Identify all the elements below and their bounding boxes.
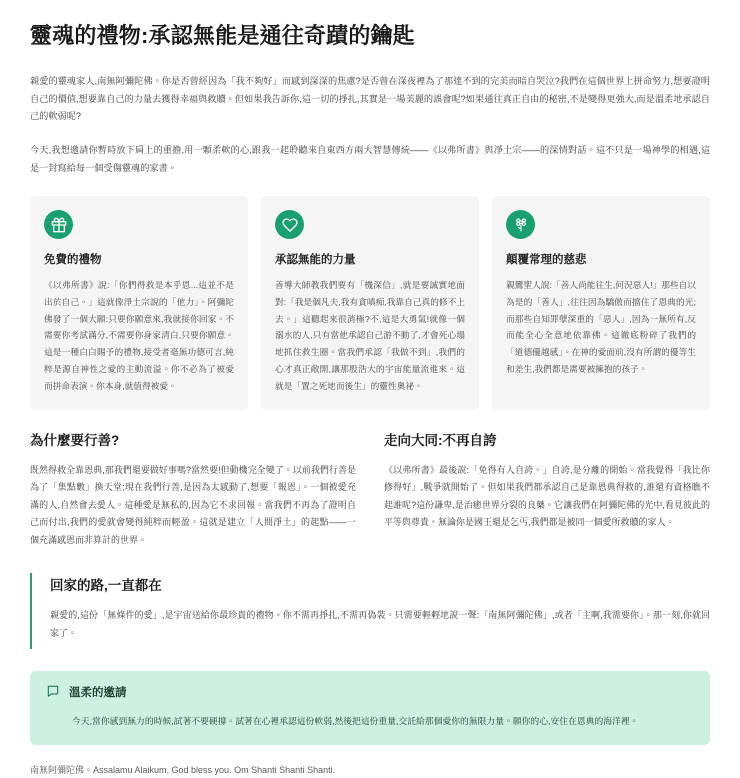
intro-paragraph-1: 親愛的靈魂家人,南無阿彌陀佛。你是否曾經因為「我不夠好」而感到深深的焦慮?是否曾在深夜裡為了那達不到的完美而暗自哭泣?我們在這個世界上拼命努力,想要證明自己的價值,想要靠自己的力量去獲得幸福與救贖。但如果我告訴你,這一切的掙扎,其實是一場美麗的誤會呢?如果通往真正自由的秘密,不是變得更強大,而是溫柔地承認自己的軟弱呢?: [30, 75, 710, 122]
heart-icon: [275, 210, 304, 239]
two-column-section: [30, 432, 710, 549]
note-icon: [46, 684, 60, 703]
card-title: 顛覆常理的慈悲: [506, 254, 587, 267]
highlight-block-title: 回家的路,一直都在: [50, 578, 162, 594]
flower-icon: [506, 210, 535, 239]
card-text: 親鸞聖人說:「善人尚能往生,何況惡人!」那些自以為是的「善人」,往往因為驕傲而擋住了恩典的光;而那些自知罪孽深重的「惡人」,因為一無所有,反而能全心全意地依靠佛。這徹底粉碎了我們的「道德優越感」。在神的愛面前,沒有所謂的優等生和差生,我們都是需要被擁抱的孩子。: [506, 280, 696, 374]
page-title: 靈魂的禮物:承認無能是通往奇蹟的鑰匙: [30, 23, 415, 48]
callout-header: [46, 684, 694, 703]
highlight-block-text: 親愛的,這份「無條件的愛」,是宇宙送給你最珍貴的禮物。你不需再掙扎,不需再偽裝。只需要輕輕地說一聲:「南無阿彌陀佛」,或者「主啊,我需要你」。那一刻,你就回家了。: [50, 610, 710, 639]
card-text: 善導大師教我們要有「機深信」,就是要誠實地面對:「我是個凡夫,我有貪嗔痴,我靠自己真的修不上去。」這聽起來很消極?不,這是大勇氣!就像一個溺水的人,只有當他承認自己游不動了,才會死心塌地抓住救生圈。當我們承認「我做不到」,我們的心才真正敞開,讓那股浩大的宇宙能量流進來。這就是「置之死地而後生」的靈性奧祕。: [275, 280, 465, 391]
feature-card-subversive-compassion: [492, 196, 710, 410]
callout-gentle-invitation: [30, 671, 710, 745]
highlight-block-way-home: [30, 573, 710, 648]
callout-title: 溫柔的邀請: [69, 686, 127, 699]
intro-paragraph-2: 今天,我想邀請你暫時放下肩上的重擔,用一顆柔軟的心,跟我一起聆聽來自東西方兩大智慧傳統——《以弗所書》與淨土宗——的深情對話。這不只是一場神學的相遇,這是一封寫給每一個受傷靈魂的家書。: [30, 145, 710, 174]
feature-card-free-gift: [30, 196, 248, 410]
card-title: 免費的禮物: [44, 254, 102, 267]
card-text: 《以弗所書》說:「你們得救是本乎恩...這並不是出於自己。」這就像淨土宗說的「他力」。阿彌陀佛發了一個大願:只要你願意來,我就接你回家。不需要你考試滿分,不需要你身家清白,只要你願意。這是一種白白賜予的禮物,接受者毫無功德可言,純粹是源自神性之愛的主動流溢。你不必為了被愛而拼命表演。你本身,就值得被愛。: [44, 280, 234, 391]
section-title: 走向大同:不再自誇: [384, 433, 497, 449]
feature-card-row: [30, 196, 710, 410]
card-title: 承認無能的力量: [275, 254, 356, 267]
section-why-do-good: [30, 432, 356, 549]
section-title: 為什麼要行善?: [30, 433, 120, 449]
callout-text: 今天,當你感到無力的時候,試著不要硬撐。試著在心裡承認這份軟弱,然後把這份重量,交託給那個愛你的無限力量。願你的心,安住在恩典的海洋裡。: [72, 715, 639, 726]
section-text: 《以弗所書》最後說:「免得有人自誇。」自誇,是分離的開始。當我覺得「我比你修得好」,戰爭就開始了。但如果我們都承認自己是靠恩典得救的,誰還有資格瞧不起誰呢?這份謙卑,是治癒世界分裂的良藥。它讓我們在阿彌陀佛的光中,看見彼此的平等與尊貴。無論你是國王還是乞丐,我們都是被同一個愛所救贖的家人。: [384, 464, 710, 528]
section-toward-unity: [384, 432, 710, 549]
section-text: 既然得救全靠恩典,那我們還要做好事嗎?當然要!但動機完全變了。以前我們行善是為了「集點數」換天堂;現在我們行善,是因為太感動了,想要「報恩」。一個被愛充滿的人,自然會去愛人。這種愛是無私的,因為它不求回報。當我們不再為了證明自己而付出,我們的愛就會變得純粹而輕盈。這就是建立「人間淨土」的起點——一個充滿感恩而非算計的世界。: [30, 464, 356, 545]
footer-blessing: 南無阿彌陀佛。Assalamu Alaikum. God bless you. Om Shanti Shanti Shanti.: [30, 764, 336, 775]
gift-icon: [44, 210, 73, 239]
feature-card-power-of-admission: [261, 196, 479, 410]
